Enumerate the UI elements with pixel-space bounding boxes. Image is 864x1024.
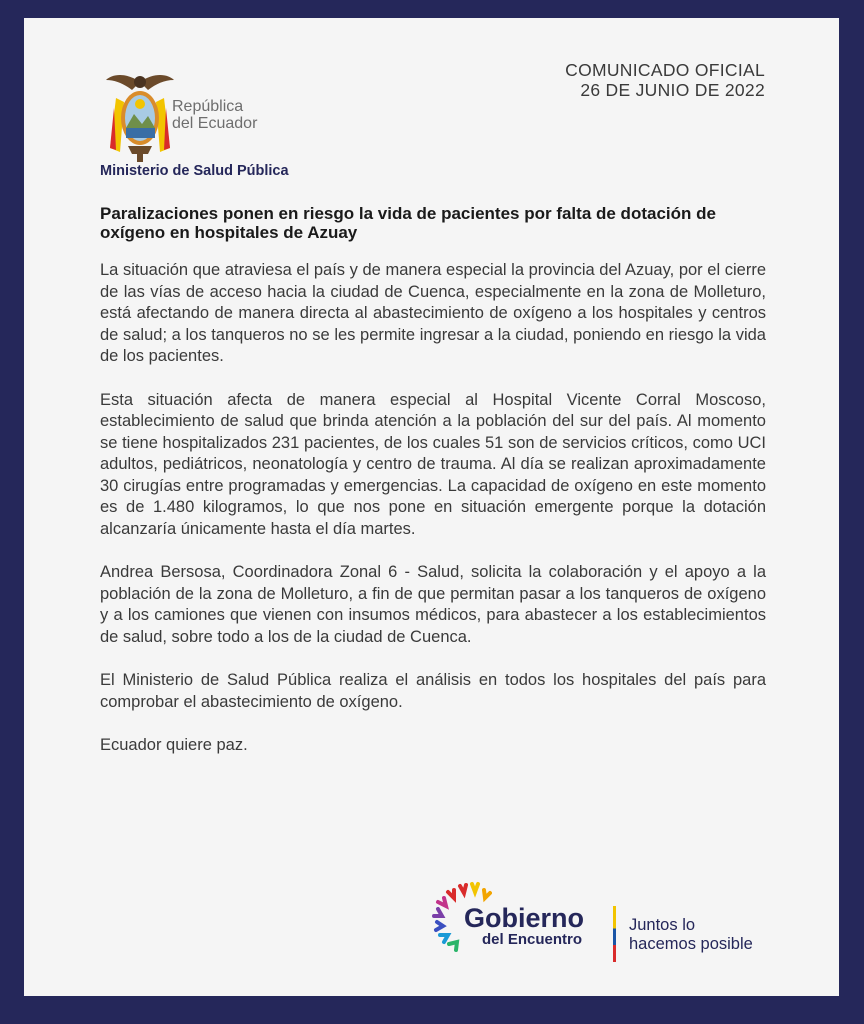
communique-title: COMUNICADO OFICIAL: [565, 60, 765, 80]
ecuador-coat-of-arms-icon: [104, 68, 176, 164]
government-brand: [464, 904, 584, 948]
brand-line-1: Gobierno: [464, 903, 584, 933]
paragraph: Andrea Bersosa, Coordinadora Zonal 6 - Salud, solicita la colaboración y el apoyo a la población de la zona de Molleturo, a fin de que permitan pasar a los tanqueros de oxígeno y a los camiones que vienen con insumos médicos, para abastecer a los establecimientos de salud, sobre todo a los de la ciudad de Cuenca.: [100, 563, 766, 646]
ministry-name: Ministerio de Salud Pública: [100, 163, 289, 179]
republic-line-1: República: [172, 98, 244, 115]
headline: Paralizaciones ponen en riesgo la vida de pacientes por falta de dotación de oxígeno en hospitales de Azuay: [100, 204, 716, 242]
slogan: [629, 916, 753, 954]
republic-line-2: del Ecuador: [172, 115, 258, 132]
republic-name: [172, 98, 257, 132]
paragraph: Esta situación afecta de manera especial al Hospital Vicente Corral Moscoso, establecimiento de salud que brinda atención a la población del sur del país. Al momento se tiene hospitalizados 231 pacientes, de los cuales 51 son de servicios críticos, como UCI adultos, pediátricos, neonatología y centro de trauma. Al día se realizan aproximadamente 30 cirugías entre programadas y emergencias. La capacidad de oxígeno en este momento es de 1.480 kilogramos, lo que nos pone en situación emergente porque la dotación alcanzaría únicamente hasta el día martes.: [100, 390, 766, 538]
paragraph: El Ministerio de Salud Pública realiza el análisis en todos los hospitales del país para comprobar el abastecimiento de oxígeno.: [100, 671, 766, 711]
paragraph: La situación que atraviesa el país y de manera especial la provincia del Azuay, por el cierre de las vías de acceso hacia la ciudad de Cuenca, especialmente en la zona de Molleturo, está afectando de manera directa al abastecimiento de oxígeno a los hospitales y centros de salud; a los tanqueros no se les permite ingresar a la ciudad, poniendo en riesgo la vida de los pacientes.: [100, 261, 766, 365]
document-page: [24, 18, 839, 996]
flag-divider: [613, 906, 616, 962]
brand-line-2: del Encuentro: [482, 931, 583, 948]
communique-header: [565, 60, 765, 100]
slogan-line-2: hacemos posible: [629, 935, 753, 953]
paragraph: Ecuador quiere paz.: [100, 736, 248, 754]
communique-date: 26 DE JUNIO DE 2022: [580, 80, 765, 100]
slogan-line-1: Juntos lo: [629, 916, 696, 934]
body-text: [100, 260, 766, 779]
